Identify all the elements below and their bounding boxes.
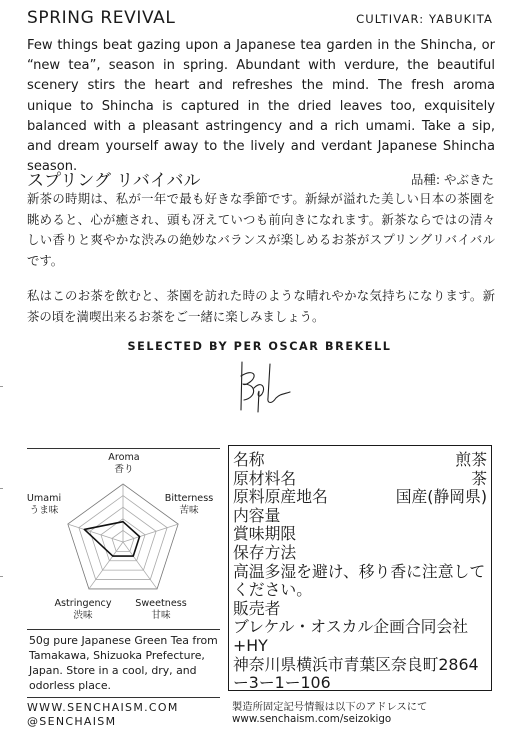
cultivar-label: CULTIVAR: YABUKITA	[356, 12, 493, 26]
sweetness-label-en: Sweetness	[135, 598, 187, 609]
info-row-expiry	[233, 525, 487, 544]
flavor-label-sweetness	[129, 598, 193, 622]
crop-mark	[0, 386, 3, 387]
japanese-cultivar-label: 品種: やぶきた	[410, 172, 494, 187]
info-label: 名称	[233, 450, 265, 469]
product-weight-origin-storage: 50g pure Japanese Green Tea from Tamakawa, Shizuoka Prefecture, Japan. Store in a cool, dry, and odorless place.	[29, 634, 218, 692]
selected-by-credit: SELECTED BY PER OSCAR BREKELL	[127, 340, 392, 353]
sweetness-label-jp: 甘味	[151, 610, 171, 621]
seller-address: 神奈川県横浜市青葉区奈良町2864ー3ー1ー106	[233, 654, 479, 693]
bitterness-label-jp: 苦味	[179, 505, 199, 516]
storage-instructions: 高温多湿を避け、移り香に注意してください。	[233, 561, 486, 600]
info-row-volume	[233, 507, 487, 526]
signature-image	[232, 358, 294, 414]
info-label: 原料原産地名	[233, 487, 328, 507]
flavor-label-umami	[24, 493, 64, 517]
info-value: 国産(静岡県)	[395, 487, 487, 507]
info-label: 保存方法	[233, 542, 297, 562]
contact-block	[27, 701, 179, 729]
info-label: 賞味期限	[233, 524, 297, 544]
japanese-paragraph-2: 私はこのお茶を飲むと、茶園を訪れた時のような晴れやかな気持ちになります。新茶の頃を満喫出来るお茶をご一緒に楽しみましょう。	[27, 288, 495, 324]
manufacturer-code-link[interactable]: www.senchaism.com/seizokigo	[232, 713, 392, 725]
aroma-label-jp: 香り	[114, 464, 134, 475]
info-row-ingredients	[233, 470, 487, 489]
info-value: 茶	[471, 468, 487, 488]
website-link[interactable]: WWW.SENCHAISM.COM	[27, 701, 179, 714]
product-info-table	[228, 445, 492, 691]
astringency-label-jp: 渋味	[73, 610, 93, 621]
info-row-origin	[233, 488, 487, 507]
japanese-paragraph-1: 新茶の時期は、私が一年で最も好きな季節です。新緑が溢れた美しい日本の茶園を眺めると、心が癒され、頭も冴えていつも前向きになれます。新茶ならではの清々しい香りと爽やかな渋みの絶妙なバランスが楽しめるお茶がスプリングリバイバルです。	[27, 191, 495, 268]
crop-mark	[0, 576, 3, 577]
info-label: 販売者	[233, 598, 281, 618]
info-label: 原材料名	[233, 468, 297, 488]
divider	[27, 697, 220, 698]
flavor-label-bitterness	[155, 493, 223, 517]
flavor-label-astringency	[49, 598, 117, 622]
umami-label-jp: うま味	[29, 505, 59, 516]
english-description: Few things beat gazing upon a Japanese tea garden in the Shincha, or “new tea”, season in spring. Abundant with verdure, the beautiful scenery stirs the heart and refreshes the mind. The fresh aroma unique to Shincha is captured in the dried leaves too, exquisitely balanced with a pleasant astringency and a rich umami. Take a sip, and dream yourself away to the lively and verdant Japanese Shincha season.	[27, 38, 495, 175]
seller-name: ブレケル・オスカル企画合同会社+HY	[233, 617, 469, 655]
product-title: SPRING REVIVAL	[27, 8, 176, 28]
info-row-name	[233, 451, 487, 470]
info-row-seller	[233, 600, 487, 619]
manufacturer-code-notice: 製造所固定記号情報は以下のアドレスにて	[232, 701, 428, 713]
umami-label-en: Umami	[26, 493, 62, 504]
japanese-title: スプリング リバイバル	[27, 171, 201, 191]
flavor-label-aroma	[91, 452, 157, 476]
social-handle[interactable]: @SENCHAISM	[27, 715, 117, 728]
info-value: 煎茶	[455, 450, 487, 469]
astringency-label-en: Astringency	[54, 598, 112, 609]
flavor-wheel-panel	[27, 448, 220, 630]
bitterness-label-en: Bitterness	[164, 493, 214, 504]
crop-mark	[0, 488, 3, 489]
aroma-label-en: Aroma	[108, 452, 140, 463]
info-row-storage	[233, 544, 487, 563]
info-label: 内容量	[233, 505, 281, 525]
